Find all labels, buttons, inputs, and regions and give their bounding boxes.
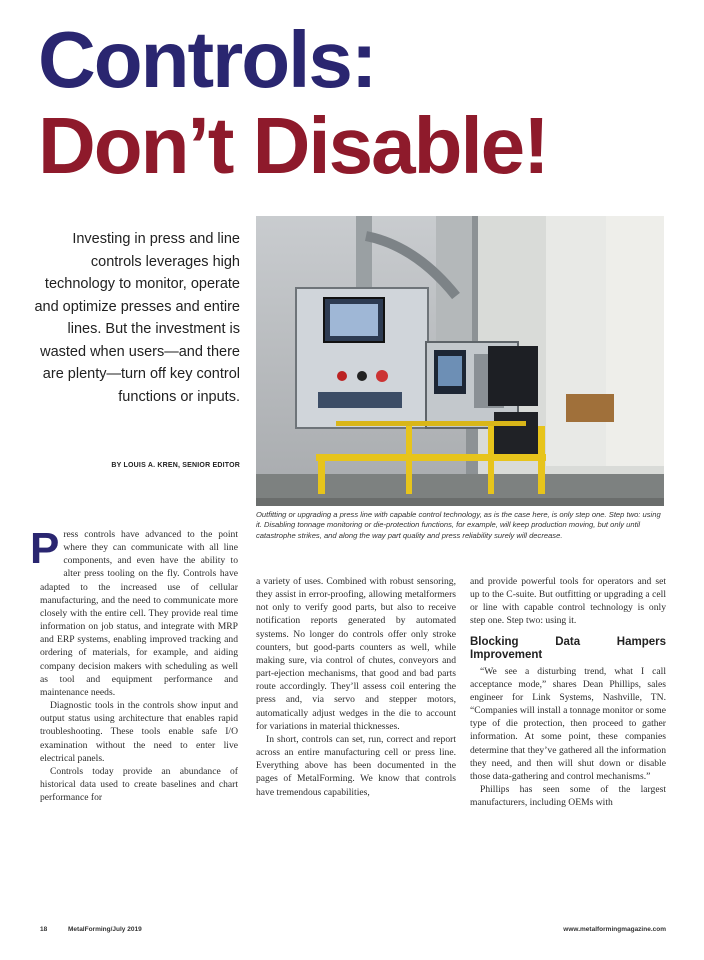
headline-line-2: Don’t Disable!	[38, 101, 548, 190]
drop-cap: P	[30, 524, 60, 573]
page-number: 18	[40, 926, 48, 933]
paragraph: a variety of uses. Combined with robust sensoring, they assist in error-proofing, allowing metalformers not only to verify good parts, but also to receive notification reports generated by automated systems. No longer do controls offer only stroke counters, but good-parts counters as well, while making sure, via control of chutes, conveyors and part-ejection mechanisms, that good and bad parts route accordingly. They’ll assess coil entering the press and, via servo and stepper motors, automatically adjust wedges in the die to account for variations in material thicknesses.	[256, 576, 456, 732]
paragraph: Phillips has seen some of the largest manufacturers, including OEMs with	[470, 784, 666, 809]
magazine-issue: MetalForming/July 2019	[68, 926, 142, 933]
paragraph: “We see a disturbing trend, what I call acceptance mode,” shares Dean Phillips, sales engineer for Link Systems, Nashville, TN. “Companies will install a tonnage monitor or some type of die protection, then proceed to gather information. At some point, these companies determine that they’ve gathered all the information they need, and then will shut down or disable those data-gathering and control mechanisms.”	[470, 665, 666, 782]
press-line-photo	[256, 216, 664, 506]
byline: BY LOUIS A. KREN, SENIOR EDITOR	[111, 462, 240, 469]
headline-line-1: Controls:	[38, 15, 376, 104]
body-column-1	[30, 524, 238, 804]
magazine-url: www.metalformingmagazine.com	[563, 926, 666, 933]
photo-caption: Outfitting or upgrading a press line with capable control technology, as is the case here, is only step one. Step two: using it. Disabling tonnage monitoring or die-protection functions, for example, will keep production moving, but only until catastrophe strikes, and along the way part quality and press reliability surely will decrease.	[256, 510, 661, 540]
paragraph	[30, 524, 238, 699]
paragraph-text: ress controls have advanced to the point where they can communicate with all line components, and even have the ability to alter press tooling on the fly. Controls have adapted to the increased use of cellular manufacturing, and the need to communicate more closely with the entire cell. They provide real time information on job status, and integrate with MRP and ERP systems, enabling improved tracking and ordering of materials, for example, and aiding company decision makers with scheduling as well as tool and equipment performance and maintenance needs.	[40, 529, 238, 698]
paragraph: In short, controls can set, run, correct and report across an entire manufacturing cell or press line. Everything above has been documented in the pages of MetalForming. We know that controls have tremendous capabilities,	[256, 733, 456, 798]
paragraph: Diagnostic tools in the controls show input and output status using architecture that enables rapid troubleshooting. These tools enable safe I/O examination without the need to enter live electrical panels.	[40, 700, 238, 764]
paragraph: Controls today provide an abundance of historical data used to create baselines and chart performance for	[40, 765, 238, 804]
body-column-3	[470, 575, 666, 809]
paragraph: and provide powerful tools for operators and set up to the C-suite. But outfitting or upgrading a cell or line with capable control technology is only step one. Step two: using it.	[470, 576, 666, 627]
section-subhead: Blocking Data Hampers Improvement	[470, 635, 666, 661]
article-deck: Investing in press and line controls leverages high technology to monitor, operate and optimize presses and entire lines. But the investment is wasted when users—and there are plenty—turn off key control functions or inputs.	[34, 231, 240, 405]
body-column-2	[256, 575, 456, 799]
